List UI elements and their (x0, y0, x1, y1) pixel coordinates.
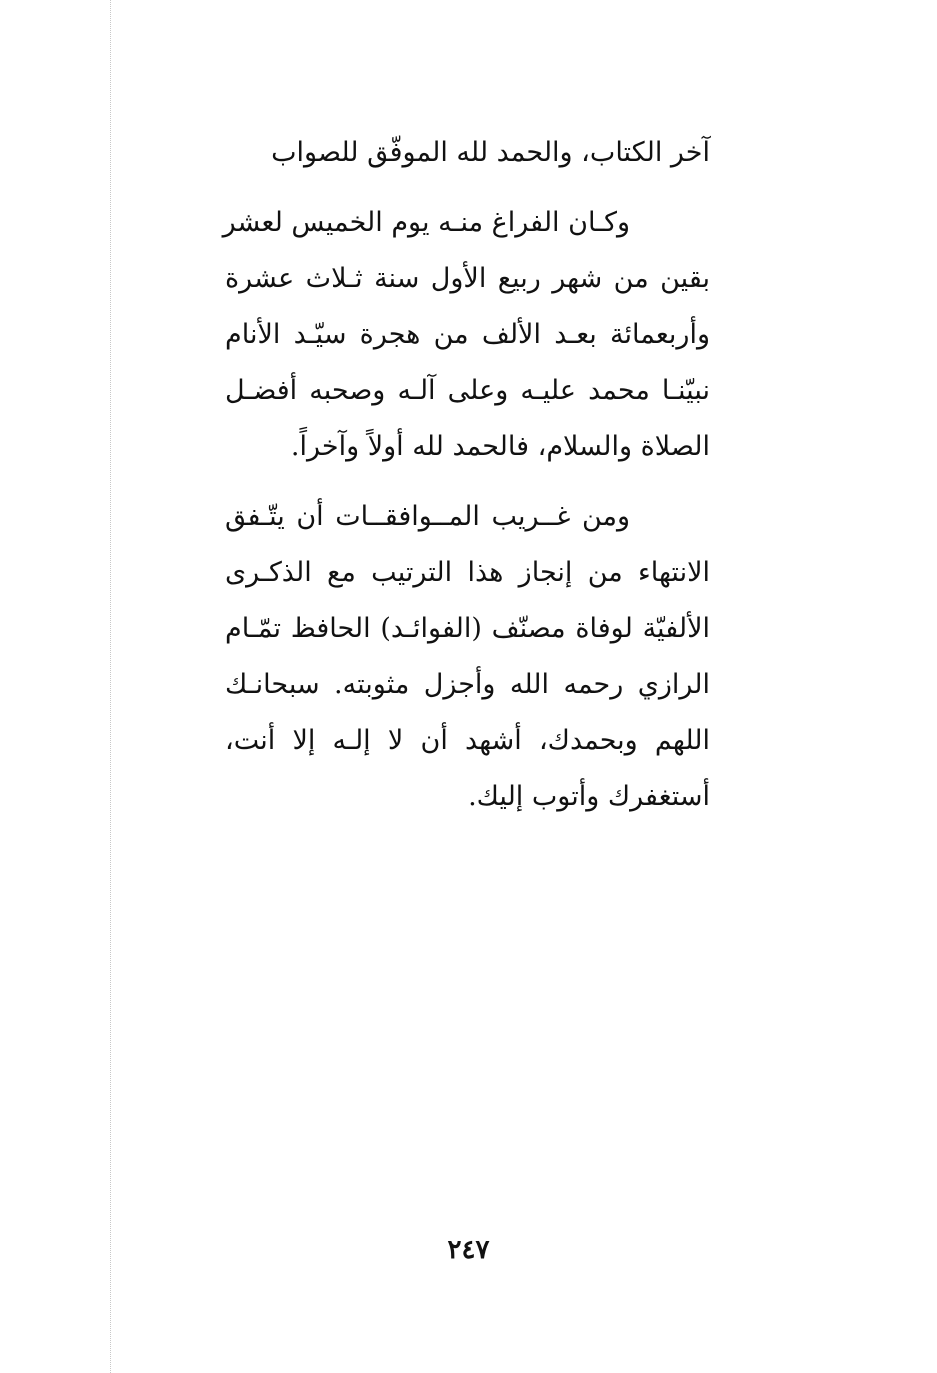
paragraph-1-line: بقين من شهر ربيع الأول سنة ثـلاث عشرة (225, 263, 710, 294)
page-body (222, 125, 710, 825)
paragraph-1-line: وكـان الفراغ منـه يوم الخميس لعشر (222, 207, 630, 238)
paragraph-1-line: الصلاة والسلام، فالحمد لله أولاً وآخراً. (290, 431, 710, 462)
paragraph-2-line: اللهم وبحمدك، أشهد أن لا إلـه إلا أنت، (225, 725, 710, 756)
paragraph-2-line: الانتهاء من إنجاز هذا الترتيب مع الذكـرى (225, 557, 710, 588)
paragraph-1 (222, 195, 710, 475)
paragraph-2-line: أستغفرك وأتوب إليك. (468, 781, 710, 812)
page-gutter-line (110, 0, 111, 1373)
paragraph-2 (225, 489, 710, 825)
paragraph-2-line: الرازي رحمه الله وأجزل مثوبته. سبحانـك (225, 669, 710, 700)
paragraph-1-line: وأربعمائة بعـد الألف من هجرة سيّـد الأنام (225, 319, 710, 350)
page-number: ٢٤٧ (447, 1235, 490, 1265)
paragraph-1-line: نبيّنـا محمد عليـه وعلى آلـه وصحبه أفضـل (225, 375, 710, 406)
closing-line: آخر الكتاب، والحمد لله الموفّق للصواب (271, 137, 710, 168)
paragraph-2-line: ومن غــريب المــوافقــات أن يتّـفق (225, 501, 630, 532)
paragraph-2-line: الألفيّة لوفاة مصنّف (الفوائـد) الحافظ تمّـام (225, 613, 710, 644)
